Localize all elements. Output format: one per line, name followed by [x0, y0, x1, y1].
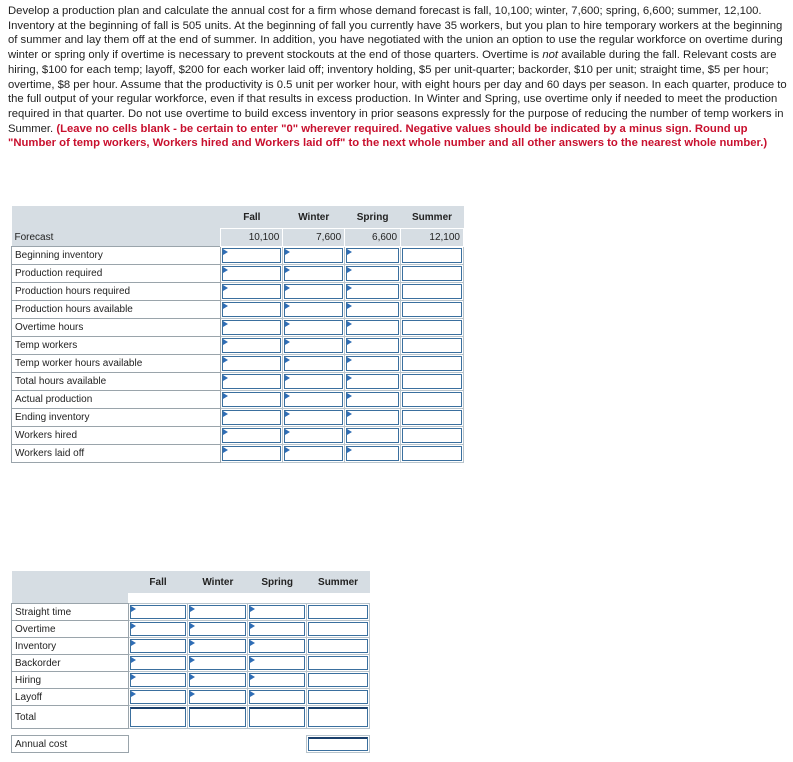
production-hours-required-fall-cell	[221, 282, 283, 300]
row-label: Overtime	[12, 621, 129, 638]
temp-worker-hours-available-summer-input[interactable]	[402, 356, 462, 371]
dropdown-marker-icon	[347, 357, 352, 363]
overtime-hours-summer-cell	[401, 318, 464, 336]
dropdown-marker-icon	[347, 267, 352, 273]
dropdown-marker-icon	[285, 267, 290, 273]
production-hours-required-winter-cell	[283, 282, 345, 300]
overtime-summer-cell	[307, 621, 370, 638]
dropdown-marker-icon	[250, 691, 255, 697]
ending-inventory-fall-input[interactable]	[222, 410, 281, 425]
overtime-winter-input[interactable]	[189, 622, 246, 636]
straight-time-spring-input[interactable]	[249, 605, 305, 619]
col-fall: Fall	[128, 571, 188, 593]
overtime-hours-winter-input[interactable]	[284, 320, 343, 335]
table-row	[12, 372, 464, 390]
straight-time-winter-input[interactable]	[189, 605, 246, 619]
inventory-spring-input[interactable]	[249, 639, 305, 653]
backorder-spring-cell	[248, 655, 307, 672]
workers-hired-spring-input[interactable]	[346, 428, 399, 443]
workers-hired-fall-cell	[221, 426, 283, 444]
hiring-winter-input[interactable]	[189, 673, 246, 687]
row-label: Backorder	[12, 655, 129, 672]
total-hours-available-spring-input[interactable]	[346, 374, 399, 389]
table-row	[12, 444, 464, 462]
col-fall: Fall	[221, 206, 283, 229]
col-summer: Summer	[401, 206, 464, 229]
hiring-winter-cell	[188, 672, 248, 689]
production-hours-required-winter-input[interactable]	[284, 284, 343, 299]
straight-time-fall-cell	[128, 604, 188, 621]
inventory-summer-cell	[307, 638, 370, 655]
hiring-summer-cell	[307, 672, 370, 689]
row-label: Beginning inventory	[12, 246, 221, 264]
production-hours-required-summer-input[interactable]	[402, 284, 462, 299]
dropdown-marker-icon	[190, 623, 195, 629]
dropdown-marker-icon	[250, 674, 255, 680]
workers-hired-winter-input[interactable]	[284, 428, 343, 443]
production-hours-available-summer-input[interactable]	[402, 302, 462, 317]
table-row	[12, 672, 370, 689]
production-hours-available-spring-input[interactable]	[346, 302, 399, 317]
annual-cost-input[interactable]	[308, 737, 368, 751]
dropdown-marker-icon	[285, 411, 290, 417]
temp-worker-hours-available-fall-input[interactable]	[222, 356, 281, 371]
layoff-spring-cell	[248, 689, 307, 706]
ending-inventory-winter-cell	[283, 408, 345, 426]
backorder-fall-cell	[128, 655, 188, 672]
straight-time-winter-cell	[188, 604, 248, 621]
backorder-summer-input[interactable]	[308, 656, 368, 670]
problem-text-2: available during the fall. Relevant costs are hiring, $100 for each temp; layoff, $200 for each worker laid off; inventory holding, $5 per unit-quarter; backorder, $10 per unit; straight time, $5 per hour; overtime, $8 per hour. Assume that the productivity is 0.5 unit per worker hour, with eight hours per day and 60 days per season. In each quarter, produce to the full output of your regular workforce, even if that results in excess production. In Winter and Spring, use overtime only if needed to meet the production required in that quarter. Do not use overtime to build excess inventory in prior seasons expressly for the purpose of reducing the number of temp workers in Summer.	[8, 49, 787, 135]
dropdown-marker-icon	[131, 674, 136, 680]
row-label: Workers hired	[12, 426, 221, 444]
dropdown-marker-icon	[190, 640, 195, 646]
production-required-winter-cell	[283, 264, 345, 282]
layoff-summer-input[interactable]	[308, 690, 368, 704]
col-spring: Spring	[345, 206, 401, 229]
dropdown-marker-icon	[285, 375, 290, 381]
straight-time-fall-input[interactable]	[130, 605, 187, 619]
production-required-spring-input[interactable]	[346, 266, 399, 281]
production-plan-table	[11, 206, 464, 463]
total-hours-available-fall-cell	[221, 372, 283, 390]
total-hours-available-winter-input[interactable]	[284, 374, 343, 389]
overtime-spring-cell	[248, 621, 307, 638]
beginning-inventory-summer-input[interactable]	[402, 248, 462, 263]
dropdown-marker-icon	[285, 393, 290, 399]
col-winter: Winter	[283, 206, 345, 229]
dropdown-marker-icon	[190, 674, 195, 680]
col-summer: Summer	[307, 571, 370, 593]
annual-cost-row	[12, 736, 370, 753]
actual-production-spring-input[interactable]	[346, 392, 399, 407]
table-row	[12, 689, 370, 706]
table-row	[12, 336, 464, 354]
temp-worker-hours-available-winter-input[interactable]	[284, 356, 343, 371]
layoff-spring-input[interactable]	[249, 690, 305, 704]
dropdown-marker-icon	[223, 249, 228, 255]
hiring-spring-cell	[248, 672, 307, 689]
total-hours-available-spring-cell	[345, 372, 401, 390]
hiring-spring-input[interactable]	[249, 673, 305, 687]
ending-inventory-winter-input[interactable]	[284, 410, 343, 425]
workers-laid-off-summer-input[interactable]	[402, 446, 462, 461]
row-label: Inventory	[12, 638, 129, 655]
backorder-winter-input[interactable]	[189, 656, 246, 670]
dropdown-marker-icon	[285, 285, 290, 291]
dropdown-marker-icon	[223, 285, 228, 291]
ending-inventory-spring-input[interactable]	[346, 410, 399, 425]
overtime-summer-input[interactable]	[308, 622, 368, 636]
hiring-fall-input[interactable]	[130, 673, 187, 687]
dropdown-marker-icon	[347, 393, 352, 399]
dropdown-marker-icon	[223, 321, 228, 327]
beginning-inventory-winter-cell	[283, 246, 345, 264]
instructions-note: (Leave no cells blank - be certain to enter "0" wherever required. Negative values should be indicated by a minus sign. Round up "Number of temp workers, Workers hired and Workers laid off" to the next whole number and all other answers to the nearest whole number.)	[8, 122, 768, 150]
dropdown-marker-icon	[223, 339, 228, 345]
workers-laid-off-winter-input[interactable]	[284, 446, 343, 461]
total-hours-available-fall-input[interactable]	[222, 374, 281, 389]
row-label: Overtime hours	[12, 318, 221, 336]
dropdown-marker-icon	[223, 429, 228, 435]
dropdown-marker-icon	[285, 321, 290, 327]
layoff-winter-cell	[188, 689, 248, 706]
annual-cost-cell	[307, 736, 370, 753]
dropdown-marker-icon	[347, 285, 352, 291]
production-hours-available-spring-cell	[345, 300, 401, 318]
overtime-hours-winter-cell	[283, 318, 345, 336]
dropdown-marker-icon	[285, 357, 290, 363]
total-fall-cell	[128, 706, 188, 729]
dropdown-marker-icon	[190, 691, 195, 697]
table-row	[12, 264, 464, 282]
row-label: Production hours required	[12, 282, 221, 300]
temp-worker-hours-available-winter-cell	[283, 354, 345, 372]
backorder-fall-input[interactable]	[130, 656, 187, 670]
workers-laid-off-summer-cell	[401, 444, 464, 462]
row-label: Layoff	[12, 689, 129, 706]
straight-time-summer-cell	[307, 604, 370, 621]
total-spring-input[interactable]	[249, 707, 305, 727]
actual-production-winter-cell	[283, 390, 345, 408]
dropdown-marker-icon	[347, 447, 352, 453]
forecast-label: Forecast	[12, 229, 221, 247]
table-row	[12, 655, 370, 672]
overtime-fall-cell	[128, 621, 188, 638]
workers-hired-summer-input[interactable]	[402, 428, 462, 443]
row-label: Total hours available	[12, 372, 221, 390]
dropdown-marker-icon	[131, 640, 136, 646]
overtime-hours-summer-input[interactable]	[402, 320, 462, 335]
table-row	[12, 621, 370, 638]
row-label: Actual production	[12, 390, 221, 408]
table-row	[12, 300, 464, 318]
table-row	[12, 282, 464, 300]
production-hours-required-spring-cell	[345, 282, 401, 300]
workers-laid-off-fall-input[interactable]	[222, 446, 281, 461]
problem-statement	[8, 4, 788, 151]
dropdown-marker-icon	[131, 606, 136, 612]
production-hours-required-spring-input[interactable]	[346, 284, 399, 299]
dropdown-marker-icon	[250, 640, 255, 646]
workers-hired-fall-input[interactable]	[222, 428, 281, 443]
dropdown-marker-icon	[190, 606, 195, 612]
dropdown-marker-icon	[285, 339, 290, 345]
dropdown-marker-icon	[223, 411, 228, 417]
dropdown-marker-icon	[250, 623, 255, 629]
beginning-inventory-winter-input[interactable]	[284, 248, 343, 263]
actual-production-spring-cell	[345, 390, 401, 408]
overtime-winter-cell	[188, 621, 248, 638]
dropdown-marker-icon	[347, 411, 352, 417]
beginning-inventory-fall-input[interactable]	[222, 248, 281, 263]
table-row	[12, 354, 464, 372]
actual-production-summer-input[interactable]	[402, 392, 462, 407]
overtime-hours-spring-input[interactable]	[346, 320, 399, 335]
dropdown-marker-icon	[347, 249, 352, 255]
workers-laid-off-spring-cell	[345, 444, 401, 462]
row-label: Temp workers	[12, 336, 221, 354]
table-row	[12, 604, 370, 621]
dropdown-marker-icon	[285, 303, 290, 309]
cost-table	[11, 571, 370, 753]
dropdown-marker-icon	[347, 321, 352, 327]
dropdown-marker-icon	[347, 339, 352, 345]
dropdown-marker-icon	[250, 606, 255, 612]
straight-time-spring-cell	[248, 604, 307, 621]
dropdown-marker-icon	[223, 447, 228, 453]
beginning-inventory-fall-cell	[221, 246, 283, 264]
problem-text-not: not	[542, 49, 559, 62]
annual-cost-label: Annual cost	[12, 736, 129, 753]
row-label: Production required	[12, 264, 221, 282]
total-fall-input[interactable]	[130, 707, 187, 727]
spacer-row	[12, 593, 129, 604]
temp-workers-winter-cell	[283, 336, 345, 354]
layoff-fall-input[interactable]	[130, 690, 187, 704]
hiring-summer-input[interactable]	[308, 673, 368, 687]
col-winter: Winter	[188, 571, 248, 593]
dropdown-marker-icon	[131, 657, 136, 663]
temp-workers-spring-input[interactable]	[346, 338, 399, 353]
dropdown-marker-icon	[223, 357, 228, 363]
table-row	[12, 390, 464, 408]
backorder-spring-input[interactable]	[249, 656, 305, 670]
table-row	[12, 318, 464, 336]
overtime-hours-spring-cell	[345, 318, 401, 336]
workers-laid-off-fall-cell	[221, 444, 283, 462]
actual-production-fall-cell	[221, 390, 283, 408]
dropdown-marker-icon	[223, 267, 228, 273]
header-blank	[12, 206, 221, 229]
beginning-inventory-spring-input[interactable]	[346, 248, 399, 263]
inventory-summer-input[interactable]	[308, 639, 368, 653]
dropdown-marker-icon	[285, 447, 290, 453]
inventory-fall-input[interactable]	[130, 639, 187, 653]
beginning-inventory-spring-cell	[345, 246, 401, 264]
total-spring-cell	[248, 706, 307, 729]
dropdown-marker-icon	[347, 375, 352, 381]
forecast-winter: 7,600	[283, 229, 345, 247]
row-label: Production hours available	[12, 300, 221, 318]
forecast-spring: 6,600	[345, 229, 401, 247]
temp-workers-summer-input[interactable]	[402, 338, 462, 353]
layoff-fall-cell	[128, 689, 188, 706]
actual-production-fall-input[interactable]	[222, 392, 281, 407]
temp-worker-hours-available-fall-cell	[221, 354, 283, 372]
workers-hired-summer-cell	[401, 426, 464, 444]
temp-workers-fall-input[interactable]	[222, 338, 281, 353]
layoff-summer-cell	[307, 689, 370, 706]
overtime-fall-input[interactable]	[130, 622, 187, 636]
production-hours-available-fall-input[interactable]	[222, 302, 281, 317]
dropdown-marker-icon	[285, 249, 290, 255]
total-row	[12, 706, 370, 729]
dropdown-marker-icon	[223, 303, 228, 309]
dropdown-marker-icon	[190, 657, 195, 663]
table-row	[12, 408, 464, 426]
ending-inventory-fall-cell	[221, 408, 283, 426]
actual-production-summer-cell	[401, 390, 464, 408]
temp-workers-fall-cell	[221, 336, 283, 354]
row-label: Ending inventory	[12, 408, 221, 426]
backorder-summer-cell	[307, 655, 370, 672]
total-label: Total	[12, 706, 129, 729]
production-hours-required-fall-input[interactable]	[222, 284, 281, 299]
production-hours-available-winter-cell	[283, 300, 345, 318]
total-winter-cell	[188, 706, 248, 729]
total-hours-available-summer-input[interactable]	[402, 374, 462, 389]
temp-worker-hours-available-summer-cell	[401, 354, 464, 372]
total-summer-input[interactable]	[308, 707, 368, 727]
layoff-winter-input[interactable]	[189, 690, 246, 704]
overtime-hours-fall-input[interactable]	[222, 320, 281, 335]
temp-worker-hours-available-spring-cell	[345, 354, 401, 372]
production-required-summer-cell	[401, 264, 464, 282]
ending-inventory-summer-cell	[401, 408, 464, 426]
production-required-summer-input[interactable]	[402, 266, 462, 281]
ending-inventory-summer-input[interactable]	[402, 410, 462, 425]
dropdown-marker-icon	[347, 303, 352, 309]
forecast-summer: 12,100	[401, 229, 464, 247]
row-label: Workers laid off	[12, 444, 221, 462]
beginning-inventory-summer-cell	[401, 246, 464, 264]
inventory-fall-cell	[128, 638, 188, 655]
total-winter-input[interactable]	[189, 707, 246, 727]
dropdown-marker-icon	[223, 393, 228, 399]
temp-workers-winter-input[interactable]	[284, 338, 343, 353]
dropdown-marker-icon	[285, 429, 290, 435]
production-hours-available-winter-input[interactable]	[284, 302, 343, 317]
actual-production-winter-input[interactable]	[284, 392, 343, 407]
production-required-winter-input[interactable]	[284, 266, 343, 281]
production-hours-available-fall-cell	[221, 300, 283, 318]
production-required-fall-cell	[221, 264, 283, 282]
workers-hired-winter-cell	[283, 426, 345, 444]
temp-workers-summer-cell	[401, 336, 464, 354]
inventory-winter-input[interactable]	[189, 639, 246, 653]
hiring-fall-cell	[128, 672, 188, 689]
dropdown-marker-icon	[250, 657, 255, 663]
temp-workers-spring-cell	[345, 336, 401, 354]
col-spring: Spring	[248, 571, 307, 593]
inventory-winter-cell	[188, 638, 248, 655]
row-label: Straight time	[12, 604, 129, 621]
row-label: Temp worker hours available	[12, 354, 221, 372]
temp-worker-hours-available-spring-input[interactable]	[346, 356, 399, 371]
problem-text-1: Develop a production plan and calculate the annual cost for a firm whose demand forecast is fall, 10,100; winter, 7,600; spring, 6,600; summer, 12,100. Inventory at the beginning of fall is 505 units. At the beginning of fall you currently have 35 workers, but you plan to hire temporary workers at the beginning of summer and lay them off at the end of summer. In addition, you have negotiated with the union an option to use the regular workforce on overtime during winter or spring only if overtime is necessary to prevent stockouts at the end of those quarters. Overtime is	[8, 5, 783, 62]
production-required-fall-input[interactable]	[222, 266, 281, 281]
total-summer-cell	[307, 706, 370, 729]
production-required-spring-cell	[345, 264, 401, 282]
inventory-spring-cell	[248, 638, 307, 655]
dropdown-marker-icon	[223, 375, 228, 381]
overtime-spring-input[interactable]	[249, 622, 305, 636]
workers-laid-off-spring-input[interactable]	[346, 446, 399, 461]
production-hours-available-summer-cell	[401, 300, 464, 318]
workers-hired-spring-cell	[345, 426, 401, 444]
ending-inventory-spring-cell	[345, 408, 401, 426]
straight-time-summer-input[interactable]	[308, 605, 368, 619]
dropdown-marker-icon	[347, 429, 352, 435]
total-hours-available-summer-cell	[401, 372, 464, 390]
overtime-hours-fall-cell	[221, 318, 283, 336]
workers-laid-off-winter-cell	[283, 444, 345, 462]
table-row	[12, 638, 370, 655]
backorder-winter-cell	[188, 655, 248, 672]
total-hours-available-winter-cell	[283, 372, 345, 390]
row-label: Hiring	[12, 672, 129, 689]
table-row	[12, 246, 464, 264]
production-hours-required-summer-cell	[401, 282, 464, 300]
header-blank	[12, 571, 129, 593]
dropdown-marker-icon	[131, 623, 136, 629]
table-row	[12, 426, 464, 444]
forecast-fall: 10,100	[221, 229, 283, 247]
dropdown-marker-icon	[131, 691, 136, 697]
